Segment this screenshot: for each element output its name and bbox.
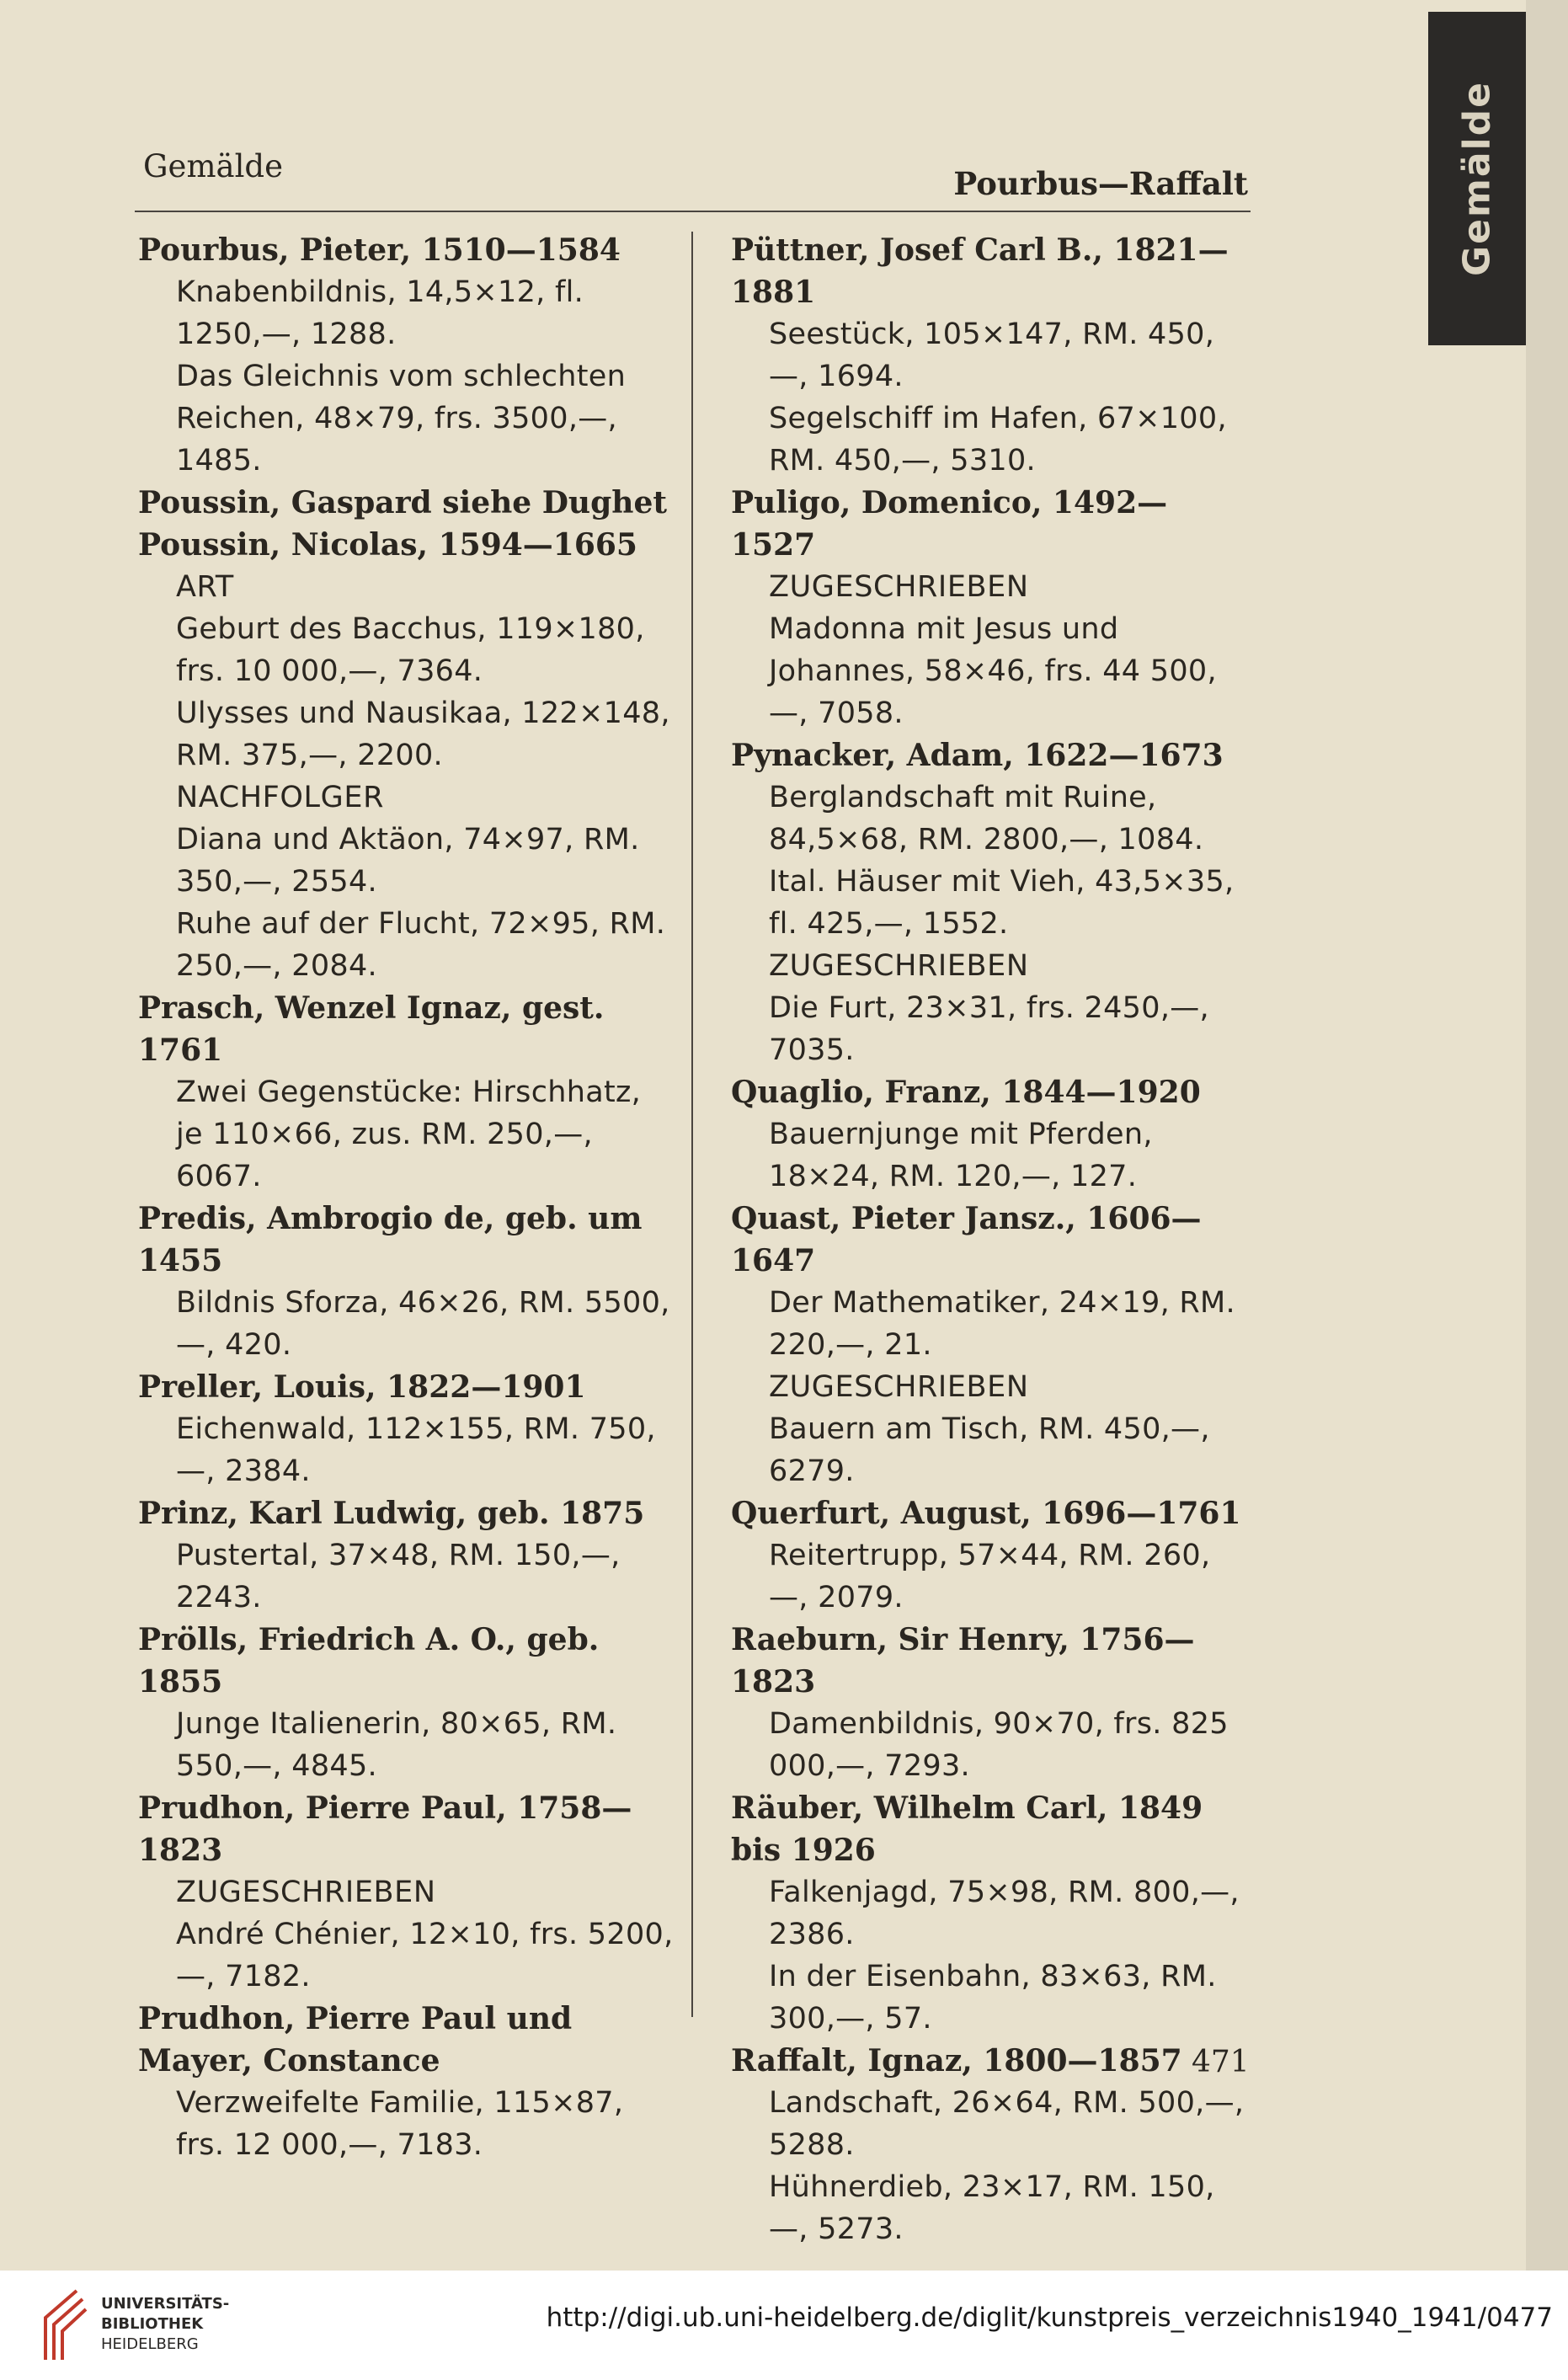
- artwork-listing: Berglandschaft mit Ruine, 84,5×68, RM. 2800,—, 1084.: [769, 781, 1204, 856]
- artwork-listing: Verzweifelte Familie, 115×87, frs. 12 000,—, 7183.: [176, 2086, 624, 2162]
- library-logo-icon: [39, 2284, 89, 2364]
- artwork-listing: Ulysses und Nausikaa, 122×148, RM. 375,—, 2200.: [176, 696, 670, 772]
- artist-entry: [138, 987, 674, 1198]
- artwork-listing: In der Eisenbahn, 83×63, RM. 300,—, 57.: [769, 1960, 1217, 2036]
- artwork-listing: Zwei Gegenstücke: Hirschhatz, je 110×66, zus. RM. 250,—, 6067.: [176, 1075, 642, 1193]
- artwork-listing: Seestück, 105×147, RM. 450,—, 1694.: [769, 318, 1215, 393]
- artist-entry: [138, 1619, 674, 1787]
- artwork-listing: Madonna mit Jesus und Johannes, 58×46, frs. 44 500,—, 7058.: [769, 612, 1217, 730]
- right-column: [731, 229, 1246, 2250]
- artist-name: Prudhon, Pierre Paul, 1758—1823: [138, 1790, 632, 1868]
- artist-entry: [138, 1492, 674, 1619]
- artist-entry: [731, 1619, 1246, 1787]
- artist-name: Querfurt, August, 1696—1761: [731, 1496, 1241, 1531]
- artist-name: Puligo, Domenico, 1492—1527: [731, 485, 1168, 563]
- scan-edge: [1526, 0, 1568, 2271]
- attribution-label: ART: [176, 570, 234, 604]
- artist-name: Predis, Ambrogio de, geb. um 1455: [138, 1201, 643, 1278]
- artwork-listing: Der Mathematiker, 24×19, RM. 220,—, 21.: [769, 1286, 1235, 1362]
- attribution-label: ZUGESCHRIEBEN: [769, 570, 1029, 604]
- thumb-tab-label: Gemälde: [1455, 81, 1499, 276]
- artist-name: Räuber, Wilhelm Carl, 1849 bis 1926: [731, 1790, 1203, 1868]
- artwork-listing: Segelschiff im Hafen, 67×100, RM. 450,—, 5310.: [769, 402, 1227, 478]
- artist-entry: [731, 1071, 1246, 1198]
- artist-entry: [138, 1366, 674, 1492]
- artwork-listing: Ruhe auf der Flucht, 72×95, RM. 250,—, 2084.: [176, 907, 666, 983]
- artist-name: Raeburn, Sir Henry, 1756—1823: [731, 1622, 1195, 1700]
- artist-name: Prudhon, Pierre Paul und Mayer, Constance: [138, 2001, 573, 2078]
- library-name-line: HEIDELBERG: [101, 2335, 199, 2353]
- library-name-line: UNIVERSITÄTS-: [101, 2295, 230, 2313]
- artwork-listing: Damenbildnis, 90×70, frs. 825 000,—, 7293.: [769, 1707, 1229, 1783]
- artwork-listing: Eichenwald, 112×155, RM. 750,—, 2384.: [176, 1412, 656, 1488]
- artist-name: Quaglio, Franz, 1844—1920: [731, 1075, 1201, 1110]
- artist-name: Preller, Louis, 1822—1901: [138, 1369, 586, 1405]
- artist-entry: [138, 1998, 674, 2166]
- artwork-listing: Landschaft, 26×64, RM. 500,—, 5288.: [769, 2086, 1245, 2162]
- column-divider: [691, 232, 693, 2017]
- artist-entry: [731, 1787, 1246, 2040]
- library-name: [101, 2294, 229, 2355]
- artwork-listing: Falkenjagd, 75×98, RM. 800,—, 2386.: [769, 1876, 1240, 1951]
- artist-entry: [138, 482, 674, 524]
- page-number: 471: [1192, 2045, 1250, 2079]
- artwork-listing: Junge Italienerin, 80×65, RM. 550,—, 4845.: [176, 1707, 617, 1783]
- artwork-listing: Diana und Aktäon, 74×97, RM. 350,—, 2554.: [176, 823, 640, 899]
- artist-entry: [731, 1198, 1246, 1492]
- artist-name: Prasch, Wenzel Ignaz, gest. 1761: [138, 990, 605, 1068]
- artist-entry: [138, 524, 674, 987]
- digitization-footer: [0, 2271, 1568, 2380]
- artwork-listing: Bauernjunge mit Pferden, 18×24, RM. 120,—, 127.: [769, 1118, 1153, 1193]
- artist-name: Püttner, Josef Carl B., 1821—1881: [731, 232, 1229, 310]
- artist-name: Pynacker, Adam, 1622—1673: [731, 738, 1224, 773]
- attribution-label: ZUGESCHRIEBEN: [176, 1876, 436, 1909]
- artwork-listing: Reitertrupp, 57×44, RM. 260,—, 2079.: [769, 1539, 1211, 1614]
- artist-name: Prölls, Friedrich A. O., geb. 1855: [138, 1622, 600, 1700]
- section-thumb-tab: [1428, 12, 1526, 345]
- header-rule: [135, 211, 1251, 212]
- attribution-label: NACHFOLGER: [176, 781, 385, 814]
- artist-name: Quast, Pieter Jansz., 1606—1647: [731, 1201, 1202, 1278]
- artwork-listing: Die Furt, 23×31, frs. 2450,—, 7035.: [769, 991, 1209, 1067]
- artwork-listing: Ital. Häuser mit Vieh, 43,5×35, fl. 425,—, 1552.: [769, 865, 1235, 941]
- attribution-label: ZUGESCHRIEBEN: [769, 949, 1029, 983]
- artist-entry: [731, 229, 1246, 482]
- artist-entry: [731, 482, 1246, 734]
- source-url-link[interactable]: http://digi.ub.uni-heidelberg.de/diglit/kunstpreis_verzeichnis1940_1941/0477: [546, 2303, 1553, 2333]
- artist-entry: [138, 1787, 674, 1998]
- artwork-listing: Knabenbildnis, 14,5×12, fl. 1250,—, 1288.: [176, 275, 584, 351]
- artist-name: Prinz, Karl Ludwig, geb. 1875: [138, 1496, 645, 1531]
- artist-name: Poussin, Gaspard siehe Dughet: [138, 485, 667, 520]
- artist-name: Pourbus, Pieter, 1510—1584: [138, 232, 621, 268]
- artwork-listing: Das Gleichnis vom schlechten Reichen, 48×79, frs. 3500,—, 1485.: [176, 360, 627, 478]
- artist-entry: [731, 2040, 1246, 2250]
- artist-entry: [138, 229, 674, 482]
- library-name-line: BIBLIOTHEK: [101, 2315, 204, 2333]
- artwork-listing: Bauern am Tisch, RM. 450,—, 6279.: [769, 1412, 1210, 1488]
- artist-entry: [731, 1492, 1246, 1619]
- artwork-listing: Pustertal, 37×48, RM. 150,—, 2243.: [176, 1539, 621, 1614]
- artwork-listing: Bildnis Sforza, 46×26, RM. 5500,—, 420.: [176, 1286, 670, 1362]
- artwork-listing: Geburt des Bacchus, 119×180, frs. 10 000,—, 7364.: [176, 612, 645, 688]
- attribution-label: ZUGESCHRIEBEN: [769, 1370, 1029, 1404]
- artwork-listing: André Chénier, 12×10, frs. 5200,—, 7182.: [176, 1918, 674, 1993]
- running-header-left: Gemälde: [143, 148, 284, 184]
- artwork-listing: Hühnerdieb, 23×17, RM. 150,—, 5273.: [769, 2170, 1215, 2246]
- artist-name: Poussin, Nicolas, 1594—1665: [138, 527, 637, 563]
- artist-entry: [731, 734, 1246, 1071]
- left-column: [138, 229, 674, 2166]
- running-header-right: Pourbus—Raffalt: [953, 165, 1248, 202]
- artist-entry: [138, 1198, 674, 1366]
- artist-name: Raffalt, Ignaz, 1800—1857: [731, 2043, 1182, 2078]
